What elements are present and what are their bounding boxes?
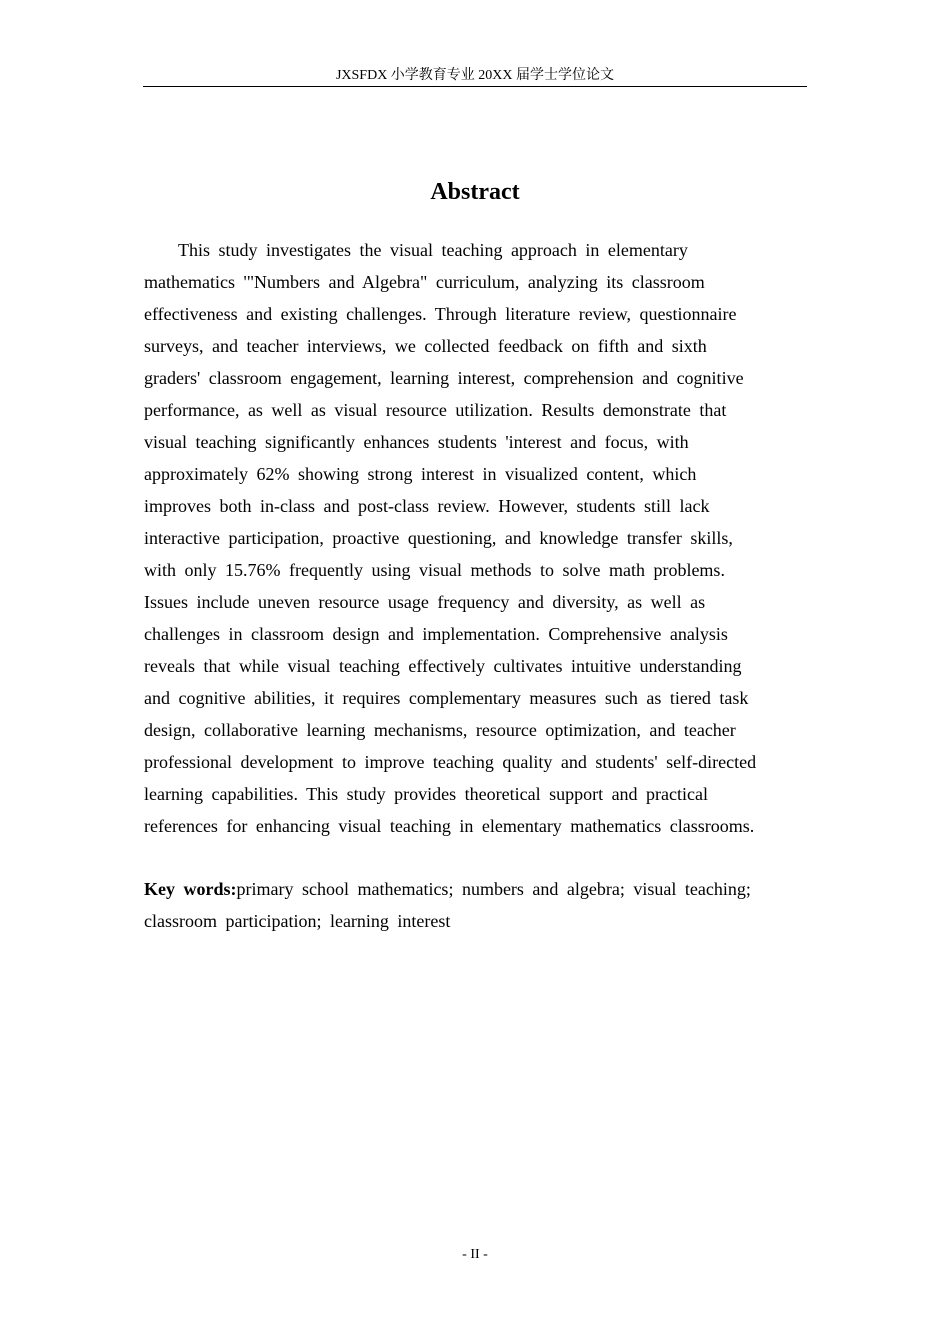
page-number: - II -	[462, 1247, 488, 1262]
abstract-line: learning capabilities. This study provides theoretical support and practical	[144, 784, 709, 804]
abstract-line: performance, as well as visual resource utilization. Results demonstrate that	[144, 400, 727, 420]
abstract-line: references for enhancing visual teaching in elementary mathematics classrooms.	[144, 816, 755, 836]
keywords-text-second: classroom participation; learning interest	[144, 911, 451, 931]
keywords-text-first: primary school mathematics; numbers and algebra; visual teaching;	[236, 879, 751, 899]
abstract-line: interactive participation, proactive questioning, and knowledge transfer skills,	[144, 528, 733, 548]
abstract-line: approximately 62% showing strong interest in visualized content, which	[144, 464, 697, 484]
keywords-line	[144, 873, 806, 905]
abstract-line: visual teaching significantly enhances students 'interest and focus, with	[144, 432, 689, 452]
abstract-line: effectiveness and existing challenges. Through literature review, questionnaire	[144, 304, 737, 324]
abstract-line: and cognitive abilities, it requires complementary measures such as tiered task	[144, 688, 749, 708]
abstract-line: design, collaborative learning mechanisms, resource optimization, and teacher	[144, 720, 736, 740]
running-header: JXSFDX 小学教育专业 20XX 届学士学位论文	[335, 68, 615, 83]
header-rule	[143, 86, 807, 87]
abstract-line: Issues include uneven resource usage frequency and diversity, as well as	[144, 592, 706, 612]
abstract-title: Abstract	[430, 179, 520, 205]
abstract-line: improves both in-class and post-class review. However, students still lack	[144, 496, 710, 516]
abstract-line: professional development to improve teaching quality and students' self-directed	[144, 752, 757, 772]
abstract-line: reveals that while visual teaching effectively cultivates intuitive understanding	[144, 656, 742, 676]
abstract-line: surveys, and teacher interviews, we collected feedback on fifth and sixth	[144, 336, 707, 356]
keywords-section	[144, 873, 806, 937]
abstract-line: mathematics '"Numbers and Algebra" curriculum, analyzing its classroom	[144, 272, 705, 292]
abstract-line: This study investigates the visual teaching approach in elementary	[178, 240, 688, 260]
keywords-label: Key words:	[144, 879, 237, 899]
abstract-line: with only 15.76% frequently using visual methods to solve math problems.	[144, 560, 725, 580]
abstract-line: graders' classroom engagement, learning interest, comprehension and cognitive	[144, 368, 744, 388]
abstract-body	[144, 234, 806, 842]
abstract-line: challenges in classroom design and implementation. Comprehensive analysis	[144, 624, 728, 644]
